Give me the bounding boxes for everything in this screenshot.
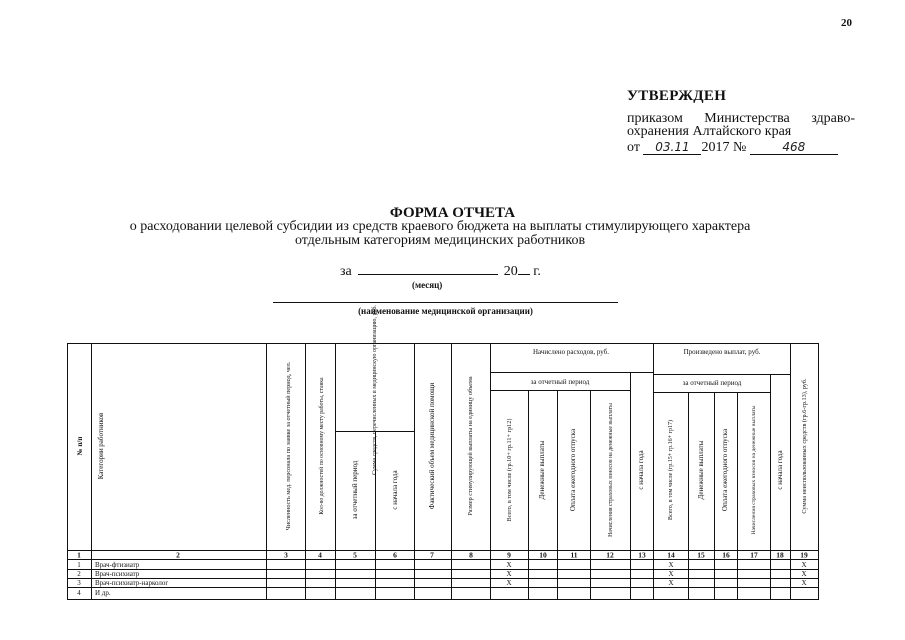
row-number: 4 xyxy=(77,589,81,597)
column-number-18: 18 xyxy=(776,550,784,560)
row-c9-mark: Х xyxy=(506,579,512,587)
row-category: Врач-фтизиатр xyxy=(95,561,140,569)
header-c4: Кол-во должностей по основному месту работы, ставка xyxy=(319,377,325,515)
column-number-11: 11 xyxy=(570,550,578,560)
row-category: Врач-психиатр-нарколог xyxy=(95,579,169,587)
date-prefix: от xyxy=(627,140,640,155)
column-number-9: 9 xyxy=(507,550,511,560)
order-number: 468 xyxy=(750,140,838,155)
header-c12: Начисления страховых взносов на денежные выплаты xyxy=(608,403,614,537)
header-c16: Оплата ежегодного отпуска xyxy=(721,428,729,512)
row-c14-mark: Х xyxy=(668,570,674,578)
header-paid-period: за отчетный период xyxy=(682,379,742,387)
column-number-3: 3 xyxy=(284,550,288,560)
approval-order-line2: охранения Алтайского края xyxy=(627,124,792,139)
header-c15: Денежные выплаты xyxy=(697,440,705,500)
header-c56-group: Сумма средств, перечисленных в медицинскую организацию, руб. xyxy=(372,305,378,475)
row-c19-mark: Х xyxy=(801,561,807,569)
column-number-15: 15 xyxy=(697,550,705,560)
column-number-19: 19 xyxy=(800,550,808,560)
header-c8: Размер стимулирующей выплаты на единицу объема xyxy=(467,376,474,516)
org-caption: (наименование медицинской организации) xyxy=(358,306,533,316)
year-label: 2017 № xyxy=(701,140,747,155)
table-row xyxy=(77,579,806,587)
column-numbers-row xyxy=(77,551,808,560)
column-number-2: 2 xyxy=(176,550,180,560)
column-number-8: 8 xyxy=(469,550,473,560)
date-value: 03.11 xyxy=(643,140,701,155)
row-c9-mark: Х xyxy=(506,561,512,569)
header-c3: Численность мед. персонала по заявке за отчетный период, чел. xyxy=(285,361,292,531)
row-c19-mark: Х xyxy=(801,579,807,587)
month-caption: (месяц) xyxy=(412,280,443,290)
column-number-10: 10 xyxy=(539,550,547,560)
period-prefix: за xyxy=(340,264,352,279)
header-c5: за отчетный период xyxy=(351,460,359,520)
row-c9-mark: Х xyxy=(506,570,512,578)
page-number: 20 xyxy=(841,17,852,29)
form-subtitle-line2: отдельным категориям медицинских работников xyxy=(294,233,586,248)
column-number-14: 14 xyxy=(667,550,675,560)
table-row xyxy=(77,570,806,578)
period-year-suffix: г. xyxy=(533,264,541,279)
table-row xyxy=(77,561,806,569)
row-category: Врач-психиатр xyxy=(95,570,140,578)
column-number-16: 16 xyxy=(722,550,730,560)
approval-heading: УТВЕРЖДЕН xyxy=(627,88,727,104)
header-accrued-period: за отчетный период xyxy=(530,378,590,386)
column-number-5: 5 xyxy=(353,550,357,560)
header-c19: Сумма неиспользованных средств (гр.6-гр.13), руб. xyxy=(801,378,808,514)
column-number-6: 6 xyxy=(393,550,397,560)
form-title: ФОРМА ОТЧЕТА xyxy=(389,205,516,221)
form-subtitle-line1: о расходовании целевой субсидии из средств краевого бюджета на выплаты стимулирующего характера xyxy=(129,219,751,234)
header-c7: Фактический объем медицинской помощи xyxy=(428,382,436,510)
row-number: 2 xyxy=(77,570,81,578)
row-number: 1 xyxy=(77,561,81,569)
header-c17: Начисления страховых взносов на денежные выплаты xyxy=(751,405,757,535)
header-num: № п/п xyxy=(76,436,84,456)
column-number-17: 17 xyxy=(750,550,758,560)
column-number-12: 12 xyxy=(606,550,614,560)
column-number-4: 4 xyxy=(318,550,322,560)
header-paid-group: Произведено выплат, руб. xyxy=(683,348,761,356)
header-accrued-group: Начислено расходов, руб. xyxy=(533,348,609,356)
header-c13: с начала года xyxy=(637,450,645,490)
header-c6: с начала года xyxy=(391,470,399,510)
header-c9: Всего, в том числе (гр.10+ гр.11+ гр12) xyxy=(506,418,513,522)
header-c18: с начала года xyxy=(776,450,784,490)
table-row xyxy=(77,589,111,597)
row-category: И др. xyxy=(95,589,111,597)
header-c14: Всего, в том числе (гр.15+ гр.16+ гр17) xyxy=(668,420,674,520)
row-number: 3 xyxy=(77,579,81,587)
header-c10: Денежные выплаты xyxy=(538,440,546,500)
period-year: 20 xyxy=(503,264,518,279)
row-c14-mark: Х xyxy=(668,579,674,587)
header-c11: Оплата ежегодного отпуска xyxy=(569,428,577,512)
column-number-13: 13 xyxy=(638,550,646,560)
row-c14-mark: Х xyxy=(668,561,674,569)
header-category: Категории работников xyxy=(97,412,105,480)
column-number-7: 7 xyxy=(430,550,434,560)
row-c19-mark: Х xyxy=(801,570,807,578)
column-number-1: 1 xyxy=(77,550,81,560)
approval-order-line1: приказом Министерства здраво- xyxy=(627,111,855,126)
